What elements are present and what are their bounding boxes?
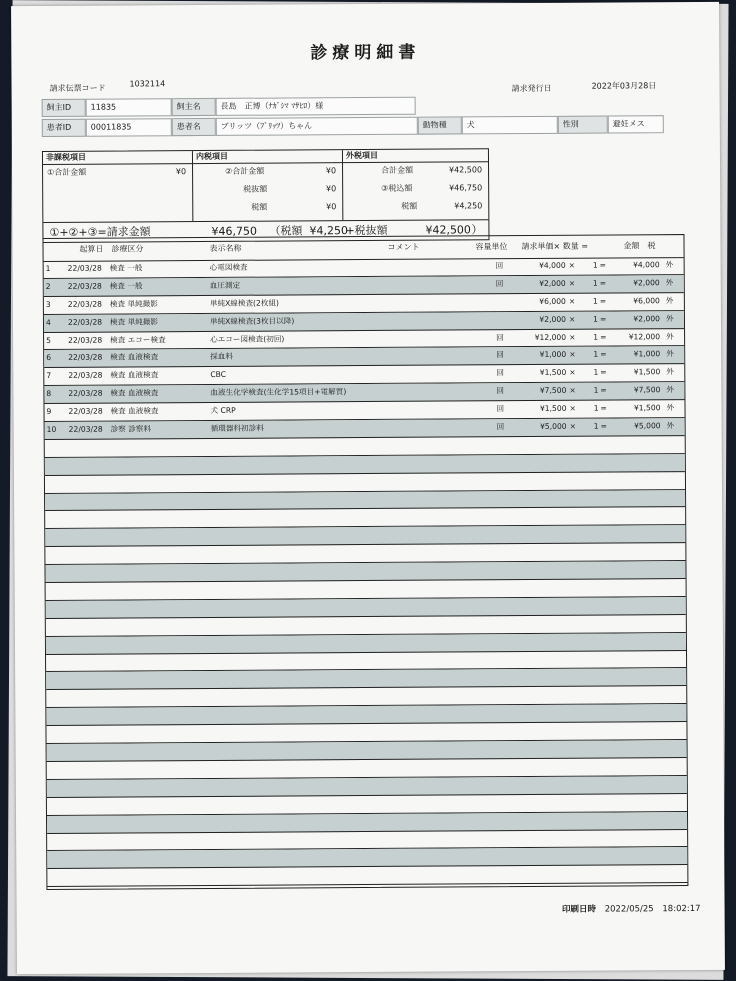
exclusive-incl-label: ③税込額 — [381, 183, 413, 193]
cell-qty: 1 — [593, 385, 599, 395]
cell-qty: 1 — [592, 260, 598, 270]
tax-summary — [42, 148, 490, 243]
printed-time: 18:02:17 — [662, 903, 701, 915]
cell-qty: 1 — [593, 403, 599, 413]
cell-x: × — [568, 260, 576, 270]
cell-qty: 1 — [592, 278, 598, 288]
cell-price: ¥12,000 — [534, 332, 567, 342]
cell-price: ¥4,000 — [539, 260, 566, 270]
cell-unit: 回 — [496, 350, 504, 360]
inclusive-header: 内税項目 — [193, 150, 342, 164]
nontax-total: ¥0 — [175, 167, 187, 177]
inclusive-total-label: ②合計金額 — [225, 166, 265, 176]
cell-amount: ¥1,500 — [633, 403, 661, 413]
cell-name: 犬 CRP — [210, 405, 236, 416]
header-name: 表示名称 — [209, 243, 242, 253]
cell-qty: 1 — [593, 367, 599, 377]
cell-amount: ¥12,000 — [628, 331, 661, 341]
cell-eq: = — [600, 403, 607, 413]
nontax-column — [43, 151, 193, 222]
cell-date: 22/03/28 — [68, 335, 103, 345]
issue-date: 2022年03月28日 — [591, 81, 657, 91]
grand-tax-amount: ¥4,250 — [309, 224, 348, 238]
species-label: 動物種 — [418, 116, 462, 134]
cell-name: 心エコー図検査(初回) — [210, 334, 285, 344]
header-amount: 金額 — [623, 241, 640, 251]
cell-x: × — [568, 314, 576, 324]
patient-name-label: 患者名 — [172, 118, 216, 136]
cell-price: ¥6,000 — [539, 296, 566, 306]
header-comment: コメント — [387, 242, 420, 252]
grand-tax-prefix: （税額 — [269, 224, 303, 238]
cell-eq: = — [599, 278, 607, 288]
cell-price: ¥1,000 — [539, 350, 567, 360]
cell-x: × — [568, 278, 576, 288]
cell-price: ¥5,000 — [540, 421, 567, 431]
cell-date: 22/03/28 — [68, 353, 103, 363]
grand-excl-amount: ¥42,500 — [425, 223, 471, 237]
cell-category: 検査 血液検査 — [110, 406, 159, 416]
cell-name: 血液生化学検査(生化学15項目+電解質) — [210, 387, 347, 398]
patient-row — [42, 115, 662, 137]
cell-no: 6 — [46, 353, 52, 363]
exclusive-tax-label: 税額 — [401, 201, 418, 211]
empty-table-row — [47, 865, 687, 887]
cell-no: 2 — [45, 281, 51, 291]
cell-name: 心電図検査 — [209, 262, 248, 272]
cell-no: 8 — [46, 389, 52, 399]
cell-x: × — [569, 332, 576, 342]
cell-x: × — [569, 421, 577, 431]
cell-tax: 外 — [665, 260, 674, 270]
cell-tax: 外 — [666, 385, 675, 395]
cell-eq: = — [600, 367, 607, 377]
cell-eq: = — [599, 260, 607, 270]
cell-eq: = — [600, 421, 608, 431]
issue-date-label: 請求発行日 — [511, 83, 552, 94]
cell-unit: 回 — [496, 422, 505, 432]
cell-date: 22/03/28 — [67, 299, 103, 309]
cell-date: 22/03/28 — [67, 281, 102, 291]
cell-price: ¥7,500 — [539, 386, 567, 396]
cell-tax: 外 — [665, 295, 674, 305]
cell-qty: 1 — [592, 296, 598, 306]
cell-category: 診察 診察料 — [110, 424, 152, 434]
exclusive-total-label: 合計金額 — [381, 165, 414, 175]
cell-no: 4 — [45, 317, 51, 327]
cell-tax: 外 — [666, 331, 674, 341]
cell-tax: 外 — [666, 367, 674, 377]
patient-name: ブリッツ（ﾌﾞﾘｯﾂ）ちゃん — [216, 117, 418, 136]
cell-qty: 1 — [593, 350, 599, 360]
inclusive-excl-label: 税抜額 — [243, 184, 268, 194]
cell-x: × — [568, 296, 576, 306]
header-date: 起算日 — [79, 244, 104, 254]
cell-category: 検査 一般 — [109, 263, 143, 273]
sex: 避妊メス — [608, 115, 664, 133]
cell-amount: ¥1,000 — [633, 349, 661, 359]
cell-name: 単純X線検査(3枚目以降) — [209, 316, 295, 326]
species: 犬 — [462, 116, 558, 135]
inclusive-column — [193, 150, 343, 221]
patient-id-label: 患者ID — [42, 119, 86, 137]
header-price-qty: 請求単価× 数量 = — [521, 241, 589, 252]
sex-label: 性別 — [558, 116, 608, 134]
inclusive-total: ¥0 — [325, 166, 337, 176]
cell-x: × — [569, 403, 576, 413]
cell-amount: ¥6,000 — [633, 295, 660, 306]
invoice-code: 1032114 — [129, 79, 166, 89]
cell-no: 9 — [46, 407, 52, 417]
table-rows — [44, 257, 688, 889]
owner-name-label: 飼主名 — [172, 98, 216, 116]
cell-tax: 外 — [665, 313, 674, 323]
detail-table — [42, 234, 688, 890]
grand-excl-prefix: +税抜額 — [345, 223, 388, 238]
cell-unit: 回 — [496, 386, 505, 396]
document-title: 診療明細書 — [310, 42, 421, 64]
cell-category: 検査 単純撮影 — [109, 316, 158, 327]
header-unit: 容量単位 — [475, 242, 508, 252]
exclusive-header: 外税項目 — [343, 149, 488, 163]
exclusive-incl: ¥46,750 — [449, 183, 483, 193]
cell-eq: = — [600, 332, 607, 342]
cell-category: 検査 血液検査 — [110, 352, 159, 363]
exclusive-tax: ¥4,250 — [454, 201, 483, 211]
cell-amount: ¥2,000 — [633, 278, 660, 288]
owner-name: 長島 正博（ﾅｶﾞｼﾏ ﾏｻﾋﾛ）様 — [216, 97, 416, 116]
patient-id: 00011835 — [86, 118, 172, 137]
cell-x: × — [569, 385, 576, 396]
cell-qty: 1 — [593, 421, 599, 431]
cell-no: 1 — [45, 263, 51, 273]
inclusive-tax: ¥0 — [326, 202, 337, 212]
cell-qty: 1 — [593, 314, 598, 324]
cell-x: × — [569, 368, 576, 378]
cell-unit: 回 — [496, 404, 505, 414]
cell-unit: 回 — [495, 279, 504, 289]
cell-amount: ¥5,000 — [634, 421, 661, 431]
cell-eq: = — [600, 385, 607, 395]
cell-date: 22/03/28 — [68, 370, 103, 381]
cell-amount: ¥2,000 — [633, 313, 660, 324]
cell-category: 検査 血液検査 — [110, 388, 159, 398]
cell-amount: ¥1,500 — [633, 367, 661, 377]
cell-qty: 1 — [593, 332, 599, 342]
cell-eq: = — [599, 314, 607, 324]
cell-no: 10 — [46, 424, 57, 434]
cell-price: ¥1,500 — [539, 368, 567, 378]
cell-eq: = — [599, 296, 607, 306]
cell-amount: ¥4,000 — [633, 260, 660, 270]
cell-category: 検査 エコー検査 — [110, 334, 166, 345]
cell-name: 循環器科初診料 — [210, 423, 264, 433]
cell-price: ¥2,000 — [539, 314, 566, 324]
cell-name: 単純X線検査(2枚組) — [209, 298, 280, 308]
nontax-header: 非課税項目 — [43, 151, 192, 165]
statement-paper — [11, 2, 725, 974]
cell-tax: 外 — [666, 403, 675, 413]
owner-id: 11835 — [86, 98, 172, 117]
invoice-code-label: 請求伝票コード — [49, 83, 106, 93]
nontax-total-label: ①合計金額 — [47, 167, 87, 177]
header-tax: 税 — [647, 241, 656, 251]
cell-no: 3 — [45, 299, 51, 309]
header-category: 診療区分 — [111, 244, 144, 254]
cell-category: 検査 単純撮影 — [109, 299, 158, 309]
cell-tax: 外 — [666, 349, 674, 359]
cell-name: 採血料 — [210, 352, 234, 362]
cell-unit: 回 — [496, 368, 504, 378]
cell-date: 22/03/28 — [67, 317, 103, 327]
owner-id-label: 飼主ID — [42, 99, 86, 117]
cell-name: CBC — [210, 370, 227, 380]
cell-date: 22/03/28 — [67, 263, 102, 273]
cell-date: 22/03/28 — [68, 424, 103, 434]
printed-timestamp — [562, 902, 701, 915]
cell-x: × — [569, 350, 576, 360]
owner-row — [42, 97, 422, 117]
cell-name: 血圧測定 — [209, 280, 241, 290]
exclusive-total: ¥42,500 — [448, 165, 483, 175]
cell-no: 7 — [46, 371, 52, 381]
grand-close: ） — [471, 223, 483, 237]
inclusive-tax-label: 税額 — [251, 202, 268, 212]
cell-category: 検査 一般 — [109, 281, 143, 291]
printed-label: 印刷日時 — [561, 904, 597, 915]
cell-date: 22/03/28 — [68, 406, 103, 416]
cell-tax: 外 — [666, 421, 675, 431]
exclusive-column — [343, 149, 488, 220]
inclusive-excl: ¥0 — [325, 184, 337, 194]
cell-tax: 外 — [665, 278, 674, 288]
grand-total-label: ①+②+③=請求金額 — [49, 225, 151, 239]
cell-price: ¥2,000 — [539, 278, 566, 288]
cell-price: ¥1,500 — [539, 403, 567, 414]
cell-amount: ¥7,500 — [633, 385, 661, 395]
cell-no: 5 — [46, 335, 51, 345]
cell-eq: = — [600, 349, 607, 360]
cell-unit: 回 — [495, 261, 504, 271]
printed-date: 2022/05/25 — [604, 904, 654, 915]
grand-total-amount: ¥46,750 — [211, 224, 257, 238]
cell-date: 22/03/28 — [68, 388, 103, 399]
cell-category: 検査 血液検査 — [110, 370, 159, 380]
cell-unit: 回 — [496, 332, 504, 342]
